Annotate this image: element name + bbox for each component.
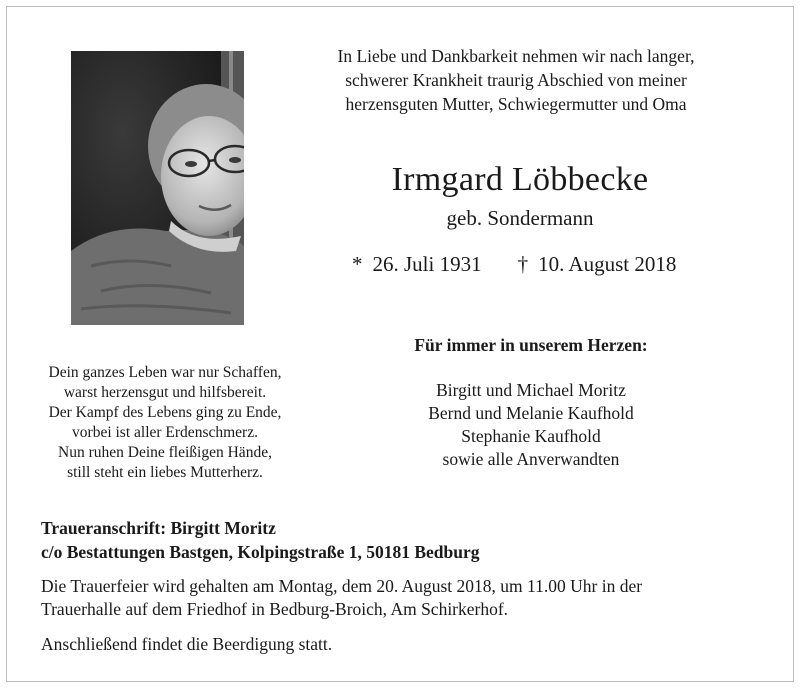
address-line: Traueranschrift: Birgitt Moritz [41, 518, 276, 538]
poem-line: vorbei ist aller Erdenschmerz. [72, 424, 258, 441]
poem [30, 363, 300, 483]
death-date: 10. August 2018 [538, 252, 677, 276]
deceased-name: Irmgard Löbbecke [391, 161, 649, 198]
poem-line: still steht ein liebes Mutterherz. [67, 464, 263, 481]
mourning-address [41, 516, 761, 564]
ceremony-info [41, 575, 771, 621]
intro-line: In Liebe und Dankbarkeit nehmen wir nach langer, [337, 46, 695, 66]
mourner-name: Bernd und Melanie Kaufhold [428, 403, 634, 423]
birth-star-icon: * [352, 252, 363, 276]
poem-line: Dein ganzes Leben war nur Schaffen, [48, 364, 282, 381]
mourner-name: sowie alle Anverwandten [442, 449, 620, 469]
portrait-photo [71, 51, 244, 325]
poem-line: Der Kampf des Lebens ging zu Ende, [48, 404, 282, 421]
intro-line: herzensguten Mutter, Schwiegermutter und Oma [345, 94, 687, 114]
address-line: c/o Bestattungen Bastgen, Kolpingstraße 1, 50181 Bedburg [41, 542, 480, 562]
intro-text [296, 44, 736, 116]
poem-line: Nun ruhen Deine fleißigen Hände, [58, 444, 272, 461]
burial-info: Anschließend findet die Beerdigung statt. [41, 634, 333, 654]
mourner-name: Birgitt und Michael Moritz [436, 380, 626, 400]
ceremony-line: Die Trauerfeier wird gehalten am Montag, dem 20. August 2018, um 11.00 Uhr in der [41, 576, 643, 596]
mourner-name: Stephanie Kaufhold [461, 426, 601, 446]
intro-line: schwerer Krankheit traurig Abschied von meiner [345, 70, 687, 90]
ceremony-line: Trauerhalle auf dem Friedhof in Bedburg-Broich, Am Schirkerhof. [41, 599, 509, 619]
deceased-born-name: geb. Sondermann [446, 206, 594, 230]
mourners-list [340, 379, 722, 471]
mourners-heading: Für immer in unserem Herzen: [414, 335, 648, 355]
poem-line: warst herzensgut und hilfsbereit. [63, 384, 267, 401]
birth-date: 26. Juli 1931 [372, 252, 482, 276]
death-cross-icon: † [517, 252, 529, 276]
life-dates [352, 251, 712, 277]
